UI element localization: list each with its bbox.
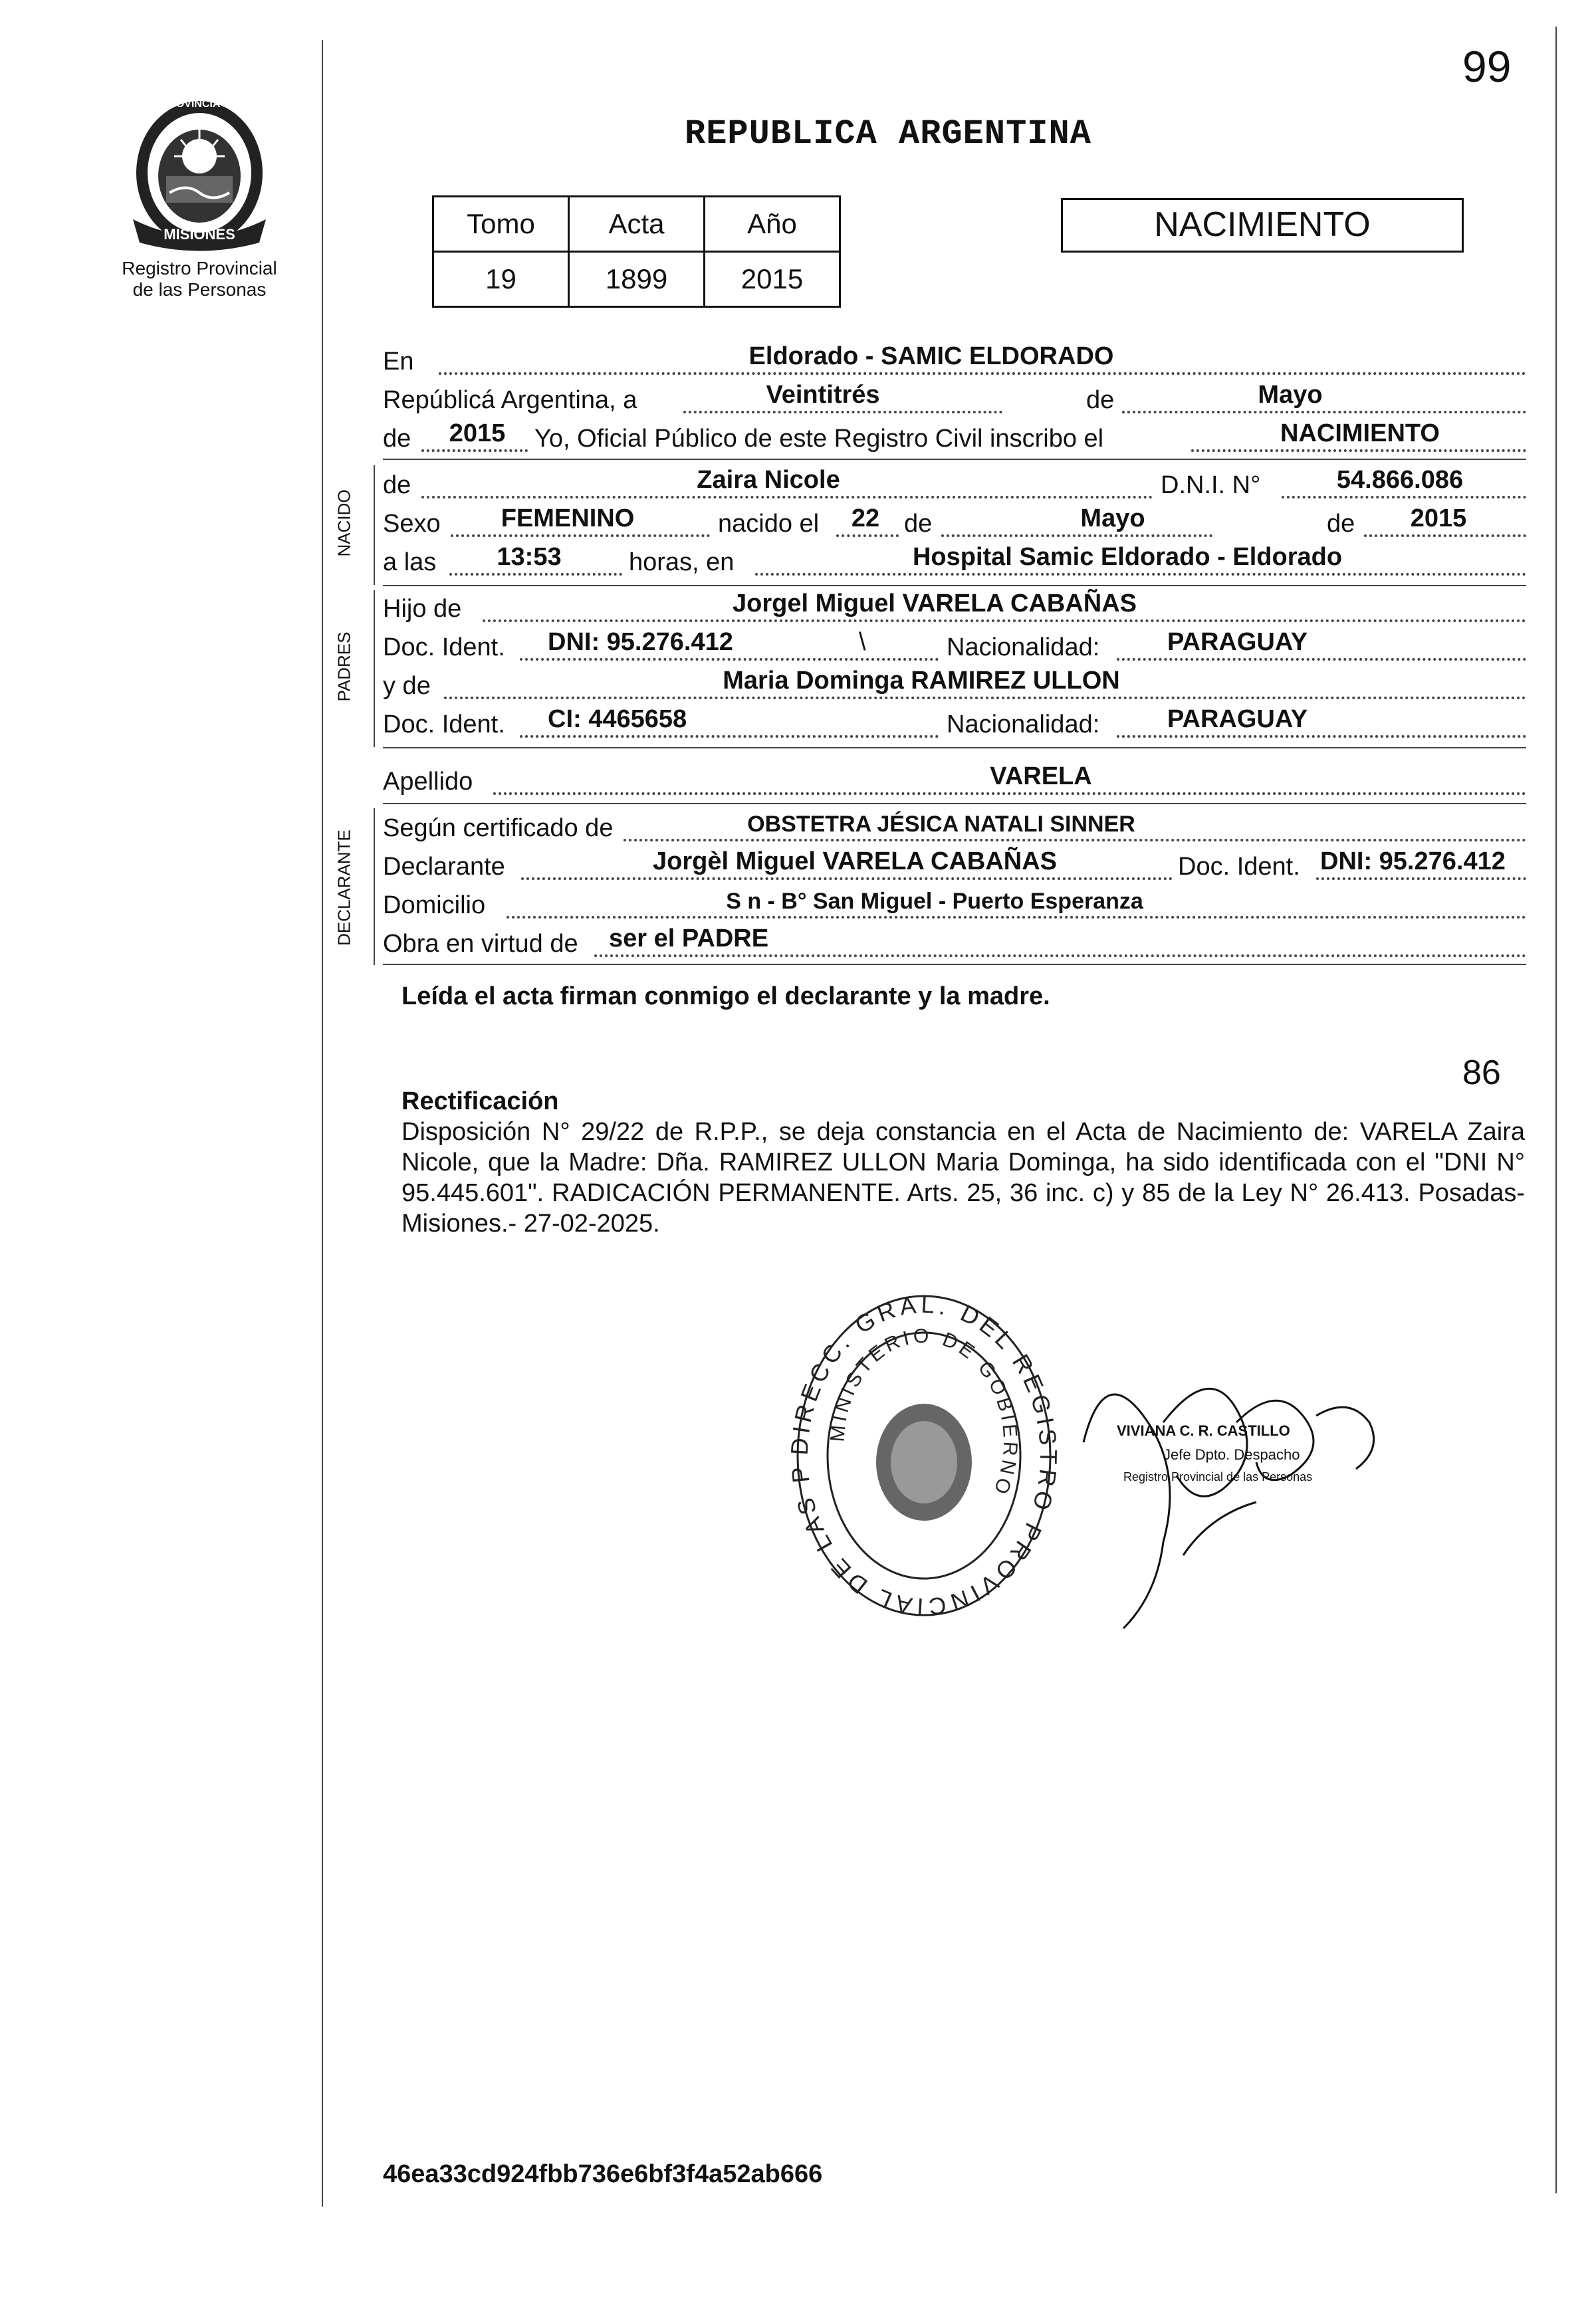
dotted-line <box>1282 496 1526 498</box>
label-domicilio: Domicilio <box>383 891 486 919</box>
section-label-nacido: NACIDO <box>334 489 354 557</box>
value-address: S n - B° San Miguel - Puerto Esperanza <box>726 889 1143 914</box>
label-horas-en: horas, en <box>629 548 735 576</box>
page-number: 99 <box>1462 42 1512 91</box>
dotted-line <box>594 954 1526 957</box>
dotted-line <box>755 573 1526 576</box>
stamp-outer-text: RECC. GRAL. DEL REG O PROVINCIAL DE LAS <box>791 1290 1057 1621</box>
label-republica: Repúblicá Argentina, a <box>383 386 637 414</box>
value-father-name: Jorgel Miguel VARELA CABAÑAS <box>732 590 1137 617</box>
row-obra <box>383 924 1526 962</box>
value-birth-month: Mayo <box>1080 504 1145 532</box>
value-year: 2015 <box>449 419 506 447</box>
value-child-dni: 54.866.086 <box>1336 466 1464 494</box>
label-y-de: y de <box>383 672 431 700</box>
registry-value-acta: 1899 <box>569 252 705 307</box>
label-en: En <box>383 348 414 376</box>
dotted-line <box>683 411 1002 413</box>
dotted-line <box>941 534 1212 537</box>
dotted-line <box>624 839 1526 841</box>
dotted-line <box>1117 735 1526 738</box>
row-declarante <box>383 847 1526 885</box>
value-place-of-registration: Eldorado - SAMIC ELDORADO <box>748 342 1114 370</box>
value-father-doc-mark: \ <box>859 628 866 656</box>
section-label-declarante: DECLARANTE <box>334 829 354 946</box>
label-nacido-el: nacido el <box>718 510 820 538</box>
label-apellido: Apellido <box>383 768 473 796</box>
value-declarant-doc: DNI: 95.276.412 <box>1320 847 1506 875</box>
separator <box>383 747 1526 748</box>
label-sexo: Sexo <box>383 510 441 538</box>
row-name <box>383 465 1526 504</box>
label-dni: D.N.I. N° <box>1161 471 1261 499</box>
rectification-text: Disposición N° 29/22 de R.P.P., se deja constancia en el Acta de Nacimiento de: VARELA Zaira Nicole, que la Madre: Dña. RAMIREZ ULLON Maria Dominga, ha sido identificada con el "DNI N° 95.445.601". RADICACIÓN PERMANENTE. Arts. 25, 36 inc. c) y 85 de la Ley N° 26.413. Posadas- Misiones.- 27-02-2025. <box>401 1118 1525 1238</box>
label-certificado: Según certificado de <box>383 814 614 842</box>
value-birth-place: Hospital Samic Eldorado - Eldorado <box>912 543 1343 571</box>
row-father <box>383 589 1526 627</box>
margin-number: 86 <box>1462 1053 1501 1092</box>
dotted-line <box>521 877 1173 880</box>
label-de: de <box>1086 386 1115 414</box>
dotted-line <box>1364 534 1526 537</box>
closing-line: Leída el acta firman conmigo el declarante y la madre. <box>401 982 1050 1010</box>
row-oficial <box>383 419 1526 457</box>
value-father-doc: DNI: 95.276.412 <box>548 628 733 656</box>
value-father-nationality: PARAGUAY <box>1167 628 1308 656</box>
label-obra: Obra en virtud de <box>383 930 578 958</box>
value-mother-nationality: PARAGUAY <box>1167 705 1308 733</box>
dotted-line <box>444 697 1526 699</box>
row-en <box>383 342 1526 380</box>
value-record: NACIMIENTO <box>1280 419 1440 447</box>
label-declarante: Declarante <box>383 853 505 881</box>
right-margin-line <box>1555 27 1557 2193</box>
row-apellido <box>383 762 1526 800</box>
stamp-inner-text: MINISTERIO DE GOBIERNO <box>826 1325 1022 1500</box>
label-doc-ident: Doc. Ident. <box>383 633 505 661</box>
row-mother-doc <box>383 705 1526 743</box>
label-official-text: Yo, Oficial Público de este Registro Civil inscribo el <box>534 425 1104 453</box>
logo-ring-text: PROVINCIA DE <box>161 98 238 110</box>
dotted-line <box>1191 449 1526 452</box>
record-type-box: NACIMIENTO <box>1061 198 1464 253</box>
separator <box>383 585 1526 586</box>
value-surname: VARELA <box>990 762 1092 790</box>
registry-header-tomo: Tomo <box>433 197 569 252</box>
value-birth-time: 13:53 <box>497 543 562 571</box>
row-mother <box>383 666 1526 705</box>
dotted-line <box>1117 658 1526 661</box>
label-nacionalidad: Nacionalidad: <box>947 633 1100 661</box>
label-de-month: de <box>904 510 933 538</box>
value-day-words: Veintitrés <box>766 381 880 409</box>
registry-value-ano: 2015 <box>705 252 840 307</box>
dotted-line <box>421 496 1153 498</box>
label-a-las: a las <box>383 548 437 576</box>
dotted-line <box>451 534 710 537</box>
province-logo <box>120 93 279 259</box>
dotted-line <box>421 449 528 452</box>
stamp-seal-icon <box>791 1283 1057 1628</box>
section-bar-declarante <box>374 808 375 965</box>
dotted-line <box>520 658 939 661</box>
row-hora <box>383 542 1526 581</box>
value-month: Mayo <box>1258 381 1323 409</box>
dotted-line <box>1316 877 1526 880</box>
registry-table <box>432 195 841 308</box>
logo-banner-text: MISIONES <box>164 226 235 243</box>
value-birth-year: 2015 <box>1410 504 1467 532</box>
label-doc-ident-mother: Doc. Ident. <box>383 711 505 738</box>
handwritten-signature-icon <box>1064 1343 1436 1635</box>
dotted-line <box>507 916 1526 919</box>
label-nacionalidad-mother: Nacionalidad: <box>947 711 1100 738</box>
section-bar-padres <box>374 590 375 747</box>
document-hash: 46ea33cd924fbb736e6bf3f4a52ab666 <box>383 2160 823 2188</box>
row-certificado <box>383 808 1526 847</box>
official-stamp <box>791 1283 1057 1628</box>
value-declarant-name: Jorgèl Miguel VARELA CABAÑAS <box>652 847 1058 875</box>
dotted-line <box>520 735 939 738</box>
signature-title: Jefe Dpto. Despacho <box>1163 1446 1300 1463</box>
dotted-line <box>836 534 899 537</box>
section-label-padres: PADRES <box>334 631 354 702</box>
left-margin-line <box>322 40 323 2207</box>
registry-header-acta: Acta <box>569 197 705 252</box>
logo-caption <box>100 258 299 300</box>
row-fecha <box>383 380 1526 419</box>
logo-caption-line-2: de las Personas <box>132 279 267 300</box>
value-mother-name: Maria Dominga RAMIREZ ULLON <box>723 667 1120 695</box>
signature-org: Registro Provincial de las Personas <box>1123 1470 1313 1484</box>
dotted-line <box>483 619 1526 622</box>
value-certificate: OBSTETRA JÉSICA NATALI SINNER <box>747 812 1135 837</box>
value-birth-day: 22 <box>851 504 880 532</box>
row-sexo <box>383 504 1526 542</box>
dotted-line <box>1122 411 1526 413</box>
registry-value-tomo: 19 <box>433 252 569 307</box>
country-title: REPUBLICA ARGENTINA <box>685 114 1091 154</box>
row-domicilio <box>383 885 1526 924</box>
registry-header-ano: Año <box>705 197 840 252</box>
signature-name: VIVIANA C. R. CASTILLO <box>1117 1422 1290 1439</box>
signature-block <box>1064 1343 1436 1635</box>
value-mother-doc: CI: 4465658 <box>548 705 687 733</box>
value-capacity: ser el PADRE <box>609 925 769 952</box>
section-bar-nacido <box>374 465 375 585</box>
dotted-line <box>449 573 622 576</box>
logo-caption-line-1: Registro Provincial <box>122 258 277 278</box>
dotted-line <box>493 792 1526 795</box>
value-child-name: Zaira Nicole <box>697 466 840 494</box>
value-sexo: FEMENINO <box>501 504 635 532</box>
row-father-doc <box>383 627 1526 666</box>
separator <box>383 803 1526 804</box>
separator <box>383 964 1526 965</box>
label-de-birth-year: de <box>1327 510 1355 538</box>
label-de-name: de <box>383 471 411 499</box>
label-de-year: de <box>383 425 411 453</box>
label-hijo-de: Hijo de <box>383 595 462 623</box>
label-declarant-doc: Doc. Ident. <box>1178 853 1300 881</box>
dotted-line <box>439 372 1526 375</box>
rectification-title: Rectificación <box>401 1087 559 1115</box>
separator <box>383 459 1526 460</box>
